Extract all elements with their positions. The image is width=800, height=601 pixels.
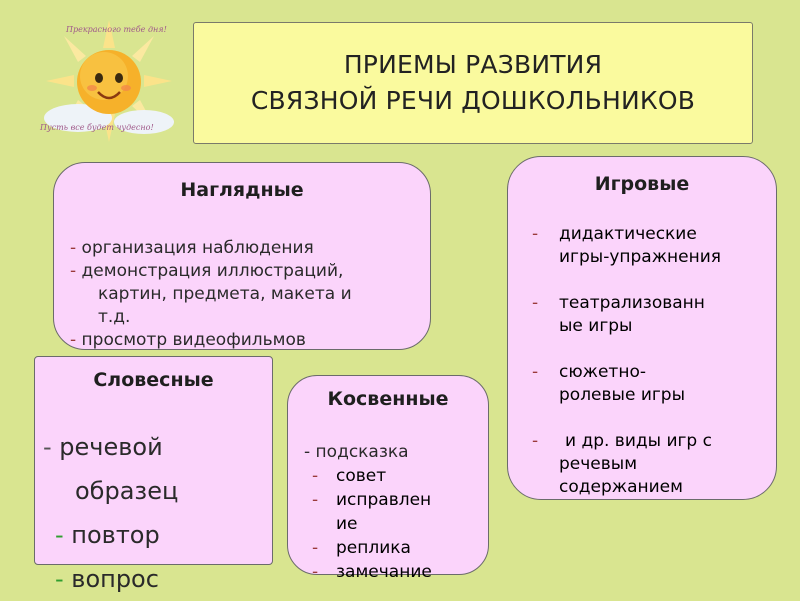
list-item: - организация наблюдения bbox=[70, 238, 314, 258]
list-item: - сюжетно- ролевые игры bbox=[532, 362, 686, 405]
indirect-methods-box bbox=[287, 375, 489, 582]
visual-methods-box bbox=[53, 162, 431, 350]
indirect-list bbox=[304, 440, 432, 584]
game-heading: Игровые bbox=[594, 173, 690, 195]
list-item: - дидактические игры-упражнения bbox=[532, 224, 721, 267]
logo-top-text: Прекрасного тебе дня! bbox=[66, 25, 167, 34]
logo-bottom-text: Пусть все будет чудесно! bbox=[40, 123, 154, 132]
list-item: - речевой bbox=[43, 433, 163, 461]
visual-list bbox=[70, 237, 352, 352]
verbal-heading: Словесные bbox=[93, 369, 214, 391]
list-item: - вопрос bbox=[55, 565, 159, 593]
indirect-heading: Косвенные bbox=[327, 388, 449, 410]
verbal-list bbox=[43, 425, 178, 601]
visual-heading: Наглядные bbox=[180, 179, 304, 201]
list-item: - повтор bbox=[55, 521, 160, 549]
list-item: - подсказка bbox=[304, 442, 409, 462]
list-item: - замечание bbox=[312, 562, 432, 582]
list-item: - просмотр видеофильмов bbox=[70, 330, 306, 350]
title-box bbox=[193, 22, 753, 144]
title-line-1: ПРИЕМЫ РАЗВИТИЯ bbox=[343, 50, 603, 79]
sun-logo bbox=[26, 18, 192, 144]
game-methods-box bbox=[507, 156, 777, 500]
list-item: - демонстрация иллюстраций, bbox=[70, 261, 344, 281]
list-item-continuation: картин, предмета, макета и bbox=[98, 284, 352, 304]
list-item: - и др. виды игр с речевым содержанием bbox=[532, 431, 712, 497]
list-item: - совет bbox=[312, 466, 387, 486]
list-item: - театрализованн ые игры bbox=[532, 293, 705, 336]
verbal-methods-box bbox=[34, 356, 273, 593]
list-item: - реплика bbox=[312, 538, 411, 558]
list-item-continuation: т.д. bbox=[98, 307, 131, 327]
list-item: - исправлен bbox=[312, 490, 432, 510]
title-line-2: СВЯЗНОЙ РЕЧИ ДОШКОЛЬНИКОВ bbox=[250, 86, 696, 115]
list-item-continuation: образец bbox=[75, 477, 179, 505]
list-item-continuation: ие bbox=[336, 514, 358, 534]
game-list bbox=[532, 223, 721, 522]
